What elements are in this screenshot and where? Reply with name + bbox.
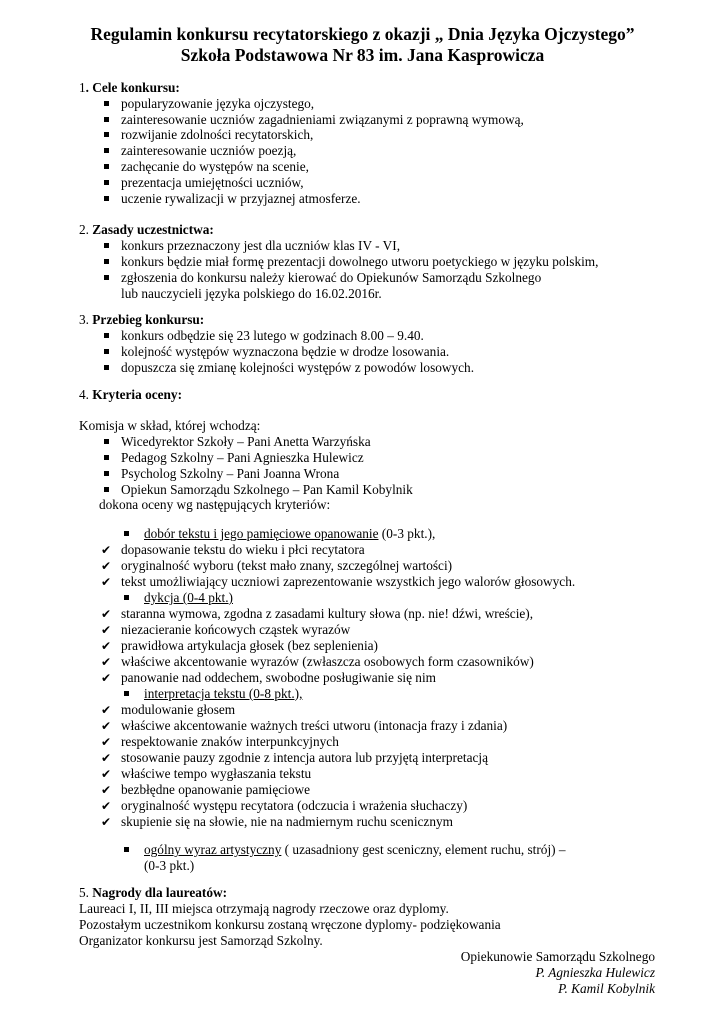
criteria-item: właściwe akcentowanie ważnych treści utworu (intonacja frazy i zdania) [121,718,508,733]
checkmark-icon: ✔ [101,719,112,733]
checkmark-icon: ✔ [101,815,112,829]
criteria-group-heading [144,526,435,542]
bullet-square-icon [104,243,109,248]
paragraph-line: Organizator konkursu jest Samorząd Szkolny. [79,933,323,948]
criteria-item: właściwe akcentowanie wyrazów (zwłaszcza osobowych form czasowników) [121,654,534,669]
criteria-item: panowanie nad oddechem, swobodne posługiwanie się nim [121,670,436,685]
checkmark-icon: ✔ [101,607,112,621]
criteria-group-continuation: (0-3 pkt.) [144,858,195,873]
criteria-group-points: ( uzasadniony gest sceniczny, element ruchu, strój) – [281,842,566,857]
criteria-item: oryginalność wyboru (tekst mało znany, szczególnej wartości) [121,558,453,573]
checkmark-icon: ✔ [101,799,112,813]
criteria-group-title: dobór tekstu i jego pamięciowe opanowanie [144,526,379,541]
bullet-square-icon [104,259,109,264]
criteria-item: stosowanie pauzy zgodnie z intencja autora lub przyjętą interpretacją [121,750,488,765]
list-item: konkurs przeznaczony jest dla uczniów klas IV - VI, [121,238,401,253]
criteria-group-title: interpretacja tekstu (0-8 pkt.), [144,686,303,701]
criteria-item: właściwe tempo wygłaszania tekstu [121,766,312,781]
bullet-square-icon [104,180,109,185]
checkmark-icon: ✔ [101,559,112,573]
criteria-item: bezbłędne opanowanie pamięciowe [121,782,311,797]
signature-organization: Opiekunowie Samorządu Szkolnego [460,949,655,964]
criteria-item: skupienie się na słowie, nie na nadmiernym ruchu scenicznym [121,814,453,829]
bullet-square-icon [104,132,109,137]
list-item: zainteresowanie uczniów poezją, [121,143,297,158]
committee-member: Psycholog Szkolny – Pani Joanna Wrona [121,466,340,481]
bullet-square-icon [124,531,129,536]
signature-name: P. Kamil Kobylnik [558,981,655,996]
criteria-group-heading [144,842,566,858]
paragraph-line: Laureaci I, II, III miejsca otrzymają nagrody rzeczowe oraz dyplomy. [79,901,449,916]
section-4-number: 4. [79,387,93,402]
section-5-number: 5. [79,885,93,900]
checkmark-icon: ✔ [101,703,112,717]
bullet-square-icon [104,275,109,280]
bullet-square-icon [104,455,109,460]
criteria-group-heading [144,686,302,702]
section-2-heading [79,222,214,238]
list-item: prezentacja umiejętności uczniów, [121,175,304,190]
checkmark-icon: ✔ [101,751,112,765]
criteria-item: oryginalność występu recytatora (odczucia i wrażenia słuchaczy) [121,798,468,813]
list-item: zainteresowanie uczniów zagadnieniami związanymi z poprawną wymową, [121,112,524,127]
criteria-item: tekst umożliwiający uczniowi zaprezentowanie wszystkich jego walorów głosowych. [121,574,576,589]
section-5-heading [79,885,227,901]
bullet-square-icon [104,148,109,153]
checkmark-icon: ✔ [101,671,112,685]
bullet-square-icon [124,691,129,696]
list-item: dopuszcza się zmianę kolejności występów z powodów losowych. [121,360,475,375]
bullet-square-icon [104,487,109,492]
criteria-item: niezacieranie końcowych cząstek wyrazów [121,622,351,637]
section-2-number: 2. [79,222,93,237]
criteria-item: respektowanie znaków interpunkcyjnych [121,734,339,749]
criteria-item: dopasowanie tekstu do wieku i płci recytatora [121,542,365,557]
section-5-title: Nagrody dla laureatów: [92,885,227,900]
section-3-number: 3. [79,312,93,327]
checkmark-icon: ✔ [101,767,112,781]
list-item: kolejność występów wyznaczona będzie w drodze losowania. [121,344,450,359]
document-title: Regulamin konkursu recytatorskiego z okazji „ Dnia Języka Ojczystego” [90,24,635,44]
signature-name: P. Agnieszka Hulewicz [535,965,655,980]
bullet-square-icon [104,349,109,354]
checkmark-icon: ✔ [101,655,112,669]
criteria-item: staranna wymowa, zgodna z zasadami kultury słowa (np. nie! dźwi, wreście), [121,606,534,621]
criteria-group-points: (0-3 pkt.), [378,526,436,541]
list-item: konkurs odbędzie się 23 lutego w godzinach 8.00 – 9.40. [121,328,424,343]
section-4-heading [79,387,182,403]
section-2-title: Zasady uczestnictwa: [92,222,214,237]
bullet-square-icon [104,333,109,338]
school-name: Szkoła Podstawowa Nr 83 im. Jana Kasprowicza [180,45,545,65]
bullet-square-icon [104,439,109,444]
checkmark-icon: ✔ [101,623,112,637]
checkmark-icon: ✔ [101,639,112,653]
section-1-title: . Cele konkursu: [85,80,180,95]
bullet-square-icon [104,117,109,122]
criteria-item: modulowanie głosem [121,702,236,717]
committee-member: Opiekun Samorządu Szkolnego – Pan Kamil Kobylnik [121,482,413,497]
list-item: zgłoszenia do konkursu należy kierować do Opiekunów Samorządu Szkolnego [121,270,542,285]
checkmark-icon: ✔ [101,575,112,589]
checkmark-icon: ✔ [101,735,112,749]
section-1-heading [79,80,180,96]
checkmark-icon: ✔ [101,543,112,557]
section-3-title: Przebieg konkursu: [92,312,205,327]
committee-intro: Komisja w skład, której wchodzą: [79,418,261,433]
criteria-item: prawidłowa artykulacja głosek (bez seplenienia) [121,638,378,653]
committee-member: Wicedyrektor Szkoły – Pani Anetta Warzyńska [121,434,371,449]
list-item: popularyzowanie języka ojczystego, [121,96,315,111]
criteria-group-heading [144,590,233,606]
criteria-group-title: ogólny wyraz artystyczny [144,842,282,857]
bullet-square-icon [124,847,129,852]
bullet-square-icon [124,595,129,600]
section-4-title: Kryteria oceny: [92,387,183,402]
section-3-heading [79,312,204,328]
criteria-intro: dokona oceny wg następujących kryteriów: [99,497,331,512]
list-item: uczenie rywalizacji w przyjaznej atmosferze. [121,191,361,206]
list-item: rozwijanie zdolności recytatorskich, [121,127,314,142]
bullet-square-icon [104,101,109,106]
checkmark-icon: ✔ [101,783,112,797]
list-item: zachęcanie do występów na scenie, [121,159,309,174]
committee-member: Pedagog Szkolny – Pani Agnieszka Hulewicz [121,450,364,465]
criteria-group-title: dykcja (0-4 pkt.) [144,590,233,605]
paragraph-line: Pozostałym uczestnikom konkursu zostaną wręczone dyplomy- podziękowania [79,917,501,932]
bullet-square-icon [104,471,109,476]
bullet-square-icon [104,196,109,201]
bullet-square-icon [104,365,109,370]
list-item: konkurs będzie miał formę prezentacji dowolnego utworu poetyckiego w języku polskim, [121,254,599,269]
list-item-continuation: lub nauczycieli języka polskiego do 16.02.2016r. [121,286,382,301]
section-1-number: 1 [79,80,86,95]
bullet-square-icon [104,164,109,169]
